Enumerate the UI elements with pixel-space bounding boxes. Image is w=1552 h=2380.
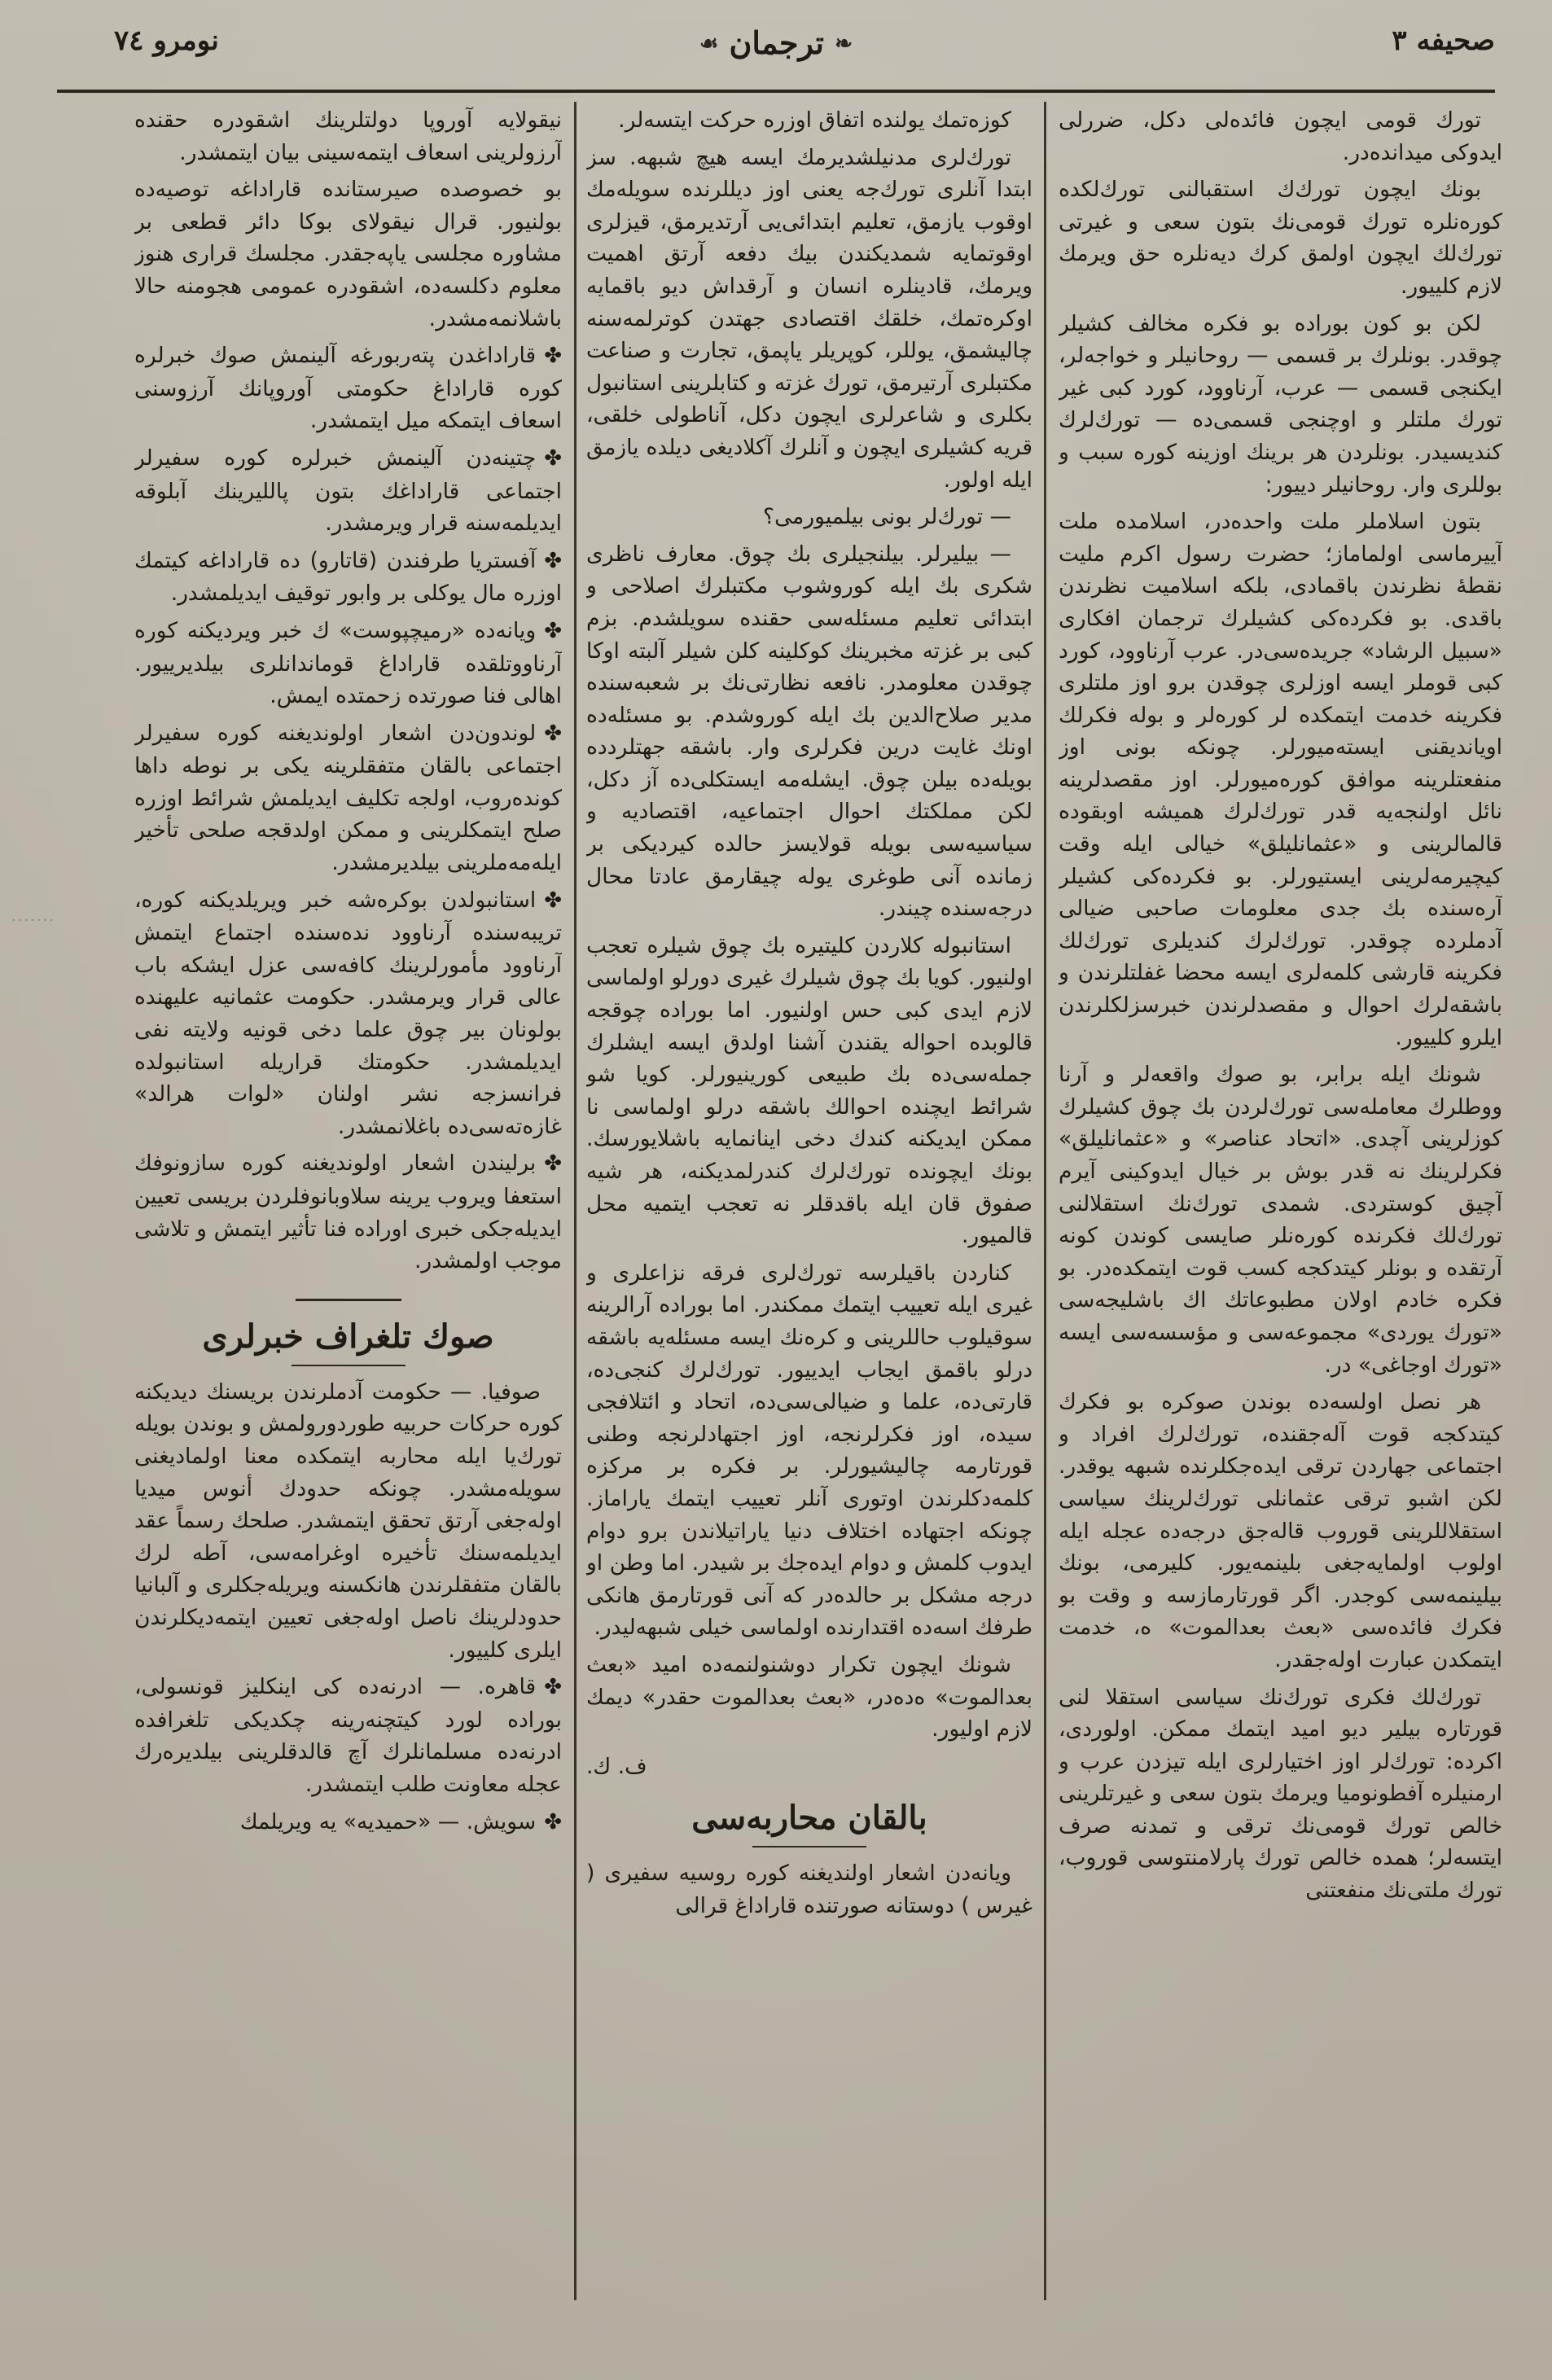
article-paragraph: هر نصل اولسه‌ده بوندن صوكره بو فكرك كیتدكجه قوت آلەجقنده، تورك‌لرك افراد و اجتماعی جهاردن ترقی ایدەجكلرنده شبهه یوقدر. لكن اشبو ترقی عثمانلی تورك‌لرینك سیاسی استقلاللرینی قوروب قالەجق درجه‌ده عجله ایله اولوب اولمایه‌جغی بلینمه‌یور. كلیرمی، بونك بیلینمه‌سی كوجدر. اگر قورتارمازسه و وقت بو فكرك فائده‌سی «بعث بعدالموت» ه، خدمت ایتمكدن عبارت اوله‌جقدر. <box>1059 1389 1502 1672</box>
header-rule <box>57 90 1495 93</box>
article-paragraph: تورك‌لری مدنیلشدیرمك ایسه هیچ شبهه. سز ابتدا آنلری تورك‌جه یعنی اوز دیللرنده سویله‌مك اوقوب یازمق، تعلیم ابتدائی‌یی آرتدیرمق، قیزلری اوقوتمایه شمدیكندن بیك دفعه آرتق اهمیت ویرمك، قادینلره انسان و آرقداش دیو باقمایه اوكرەتمك، خلقك اقتصادی جهتدن كوترلمه‌سنه چالیشمق، یوللر، كوپریلر یاپمق، تجارت و صناعت مكتبلری آرتیرمق، تورك غزته و كتابلرینی استانبول بكلری و شاعرلری ایچون دكل، آناطولی خلقی، قریه كشیلری ایچون و آنلرك آكلادیغی دیلده یازمق ایله اولور. <box>586 144 1032 493</box>
news-item-text: بو خصوصده صیرستانده قاراداغه توصیه‌ده بولنیور. قرال نیقولای بوكا دائر قطعی بر مشاوره مجلسی یاپه‌جقدر. مجلسك قراری هنوز معلوم دكلسه‌ده، اشقودره عمومی هجومنه حالا باشلانمه‌مشدر. <box>134 177 562 331</box>
news-item <box>134 545 562 610</box>
news-item <box>134 717 562 879</box>
scroll-ornament-icon: ❧ <box>835 32 853 56</box>
telegram-text: قاهره. — ادرنه‌ده كی اینكلیز قونسولی، بوراده لورد كیتچنەرینه چكدیكی تلغرافده ادرنه‌ده مسلمانلرك آچ قالدقلرینی بیلدیرەرك عجله معاونت طلب ایتمشدر. <box>134 1674 562 1797</box>
issue-number-label: نومرو ٧٤ <box>114 24 219 57</box>
news-item-text: استانبولدن بوكرەشه خبر ویریلدیكنه كوره، تریبه‌سنده آرناوود نده‌سنده اجتماع ایتمش آرناوود مأمورلرینك كافه‌سی عزل ایشكه باب عالی قرار ویرمشدر. حكومت عثمانیه علیهنده بولونان بیر چوق علما دخی قونیه ولایته نفی ایدیلمشدر. حكومتك قراریله استانبولده فرانسزجه نشر اولنان «لوات هرالد» غازه‌ته‌سی‌ده باغلانمشدر. <box>134 887 562 1139</box>
article-paragraph: تورك قومی ایچون فائده‌لی دكل، ضررلی ایدوكی میداندەدر. <box>1059 107 1502 165</box>
telegram-item <box>134 1671 562 1800</box>
flower-bullet-icon: ✤ <box>544 344 562 369</box>
article-paragraph: بتون اسلاملر ملت واحده‌در، اسلامده ملت آییرماسی اولماماز؛ حضرت رسول اكرم ملیت نقطه‌ٔ نظرندن باقمادی، بلكه اسلامیت نظرندن باقدی. بو فكرده‌كی كشیلرك ترجمان افكاری «سبیل الرشاد» جریده‌سی‌در. عرب آرناوود، كورد كبی قوملر ایسه اوزلری چوقدن برو اوز ملتلری فكرینه خدمت ایتمكده‌ لر كوره‌لر و بوله فكرلك اویاندیقنی ایستەمیورلر. چونكه بونی اوز منفعتلرینه موافق كوره‌میورلر. اوز مقصدلرینه نائل اولنجه‌یه قدر تورك‌لرك همیشه اوبقوده قالمالرینی و «عثمانلیلق» خیالی ایله وقت كیچیرمەلرینی ایستیورلر. بو فكرده‌كی كشیلر آره‌سنده بك جدی معلومات صاحبی ضیالی آدملرده چوقدر. تورك‌لرك كندیلری تورك‌لك فكرینه قارشی كلمەلری ایسه محضا غفلتلرندن و باشقه‌لرك احوال و مقصدلرندن خبرسزلكلرندن ایلرو كلیيور. <box>1059 509 1502 1050</box>
scroll-ornament-icon: ☙ <box>699 32 719 56</box>
flower-bullet-icon: ✤ <box>544 721 562 746</box>
column-middle <box>586 104 1032 2303</box>
news-item-text: چتینه‌دن آلینمش خبرلره كوره سفیرلر اجتماعی قاراداغك بتون پاللیرینك آبلوقه ایدیلمه‌سنه قرار ویرمشدر. <box>134 445 562 537</box>
news-item-text: لوندون‌دن اشعار اولوندیغنه كوره سفیرلر اجتماعی بالقان متفقلرینه یكی بر نوطه داها كوندەروب، اولجه تكلیف ایدیلمش شرائط اوزره صلح ایتمكلرینی و ممكن اولدقجه صلحی تأخیر ایلەمەملرینی بیلدیرمشدر. <box>134 720 562 876</box>
author-signature: ف. ك. <box>586 1753 647 1779</box>
margin-stain: ······· <box>11 912 56 929</box>
newspaper-title-text: ترجمان <box>729 24 825 61</box>
telegram-text: سویش. — «حمیدیه» یه ویریلمك <box>239 1808 537 1834</box>
flower-bullet-icon: ✤ <box>544 888 562 913</box>
newspaper-title <box>699 24 853 61</box>
news-item <box>134 884 562 1143</box>
news-item-text: آفستریا طرفندن (قاتارو) ده قاراداغه كیتمك اوزره مال یوكلی بر وابور توقیف ایدیلمشدر. <box>134 547 562 607</box>
section-heading: بالقان محاربه‌سی <box>691 1799 927 1838</box>
article-paragraph: كناردن باقیلرسه تورك‌لری فرقه نزاعلری و غیری ایله تعییب ایتمك ممكندر. اما بوراده آرالرینه سوقیلوب حاللرینی و كرەنك ایسه مسئله‌یه باشقه درلو باقمق ایجاب ایدییور. تورك‌لرك كنجی‌ده، قارتی‌ده، علما و ضیالی‌سی‌ده، اتحاد و ائتلافجی سیده، اوز فكرلرنجه، اوز اجتهادلرنجه وطنی قورتارمه چالیشیورلر. بر فكره بر مركزه كلمەدكلرندن اوتوری آنلر تعییب ایتمك یاراماز. چونكه اجتهاده اختلاف دنیا یاراتیلاندن برو دوام ایدوب كلمش و دوام ایدەجك بر شیدر. اما وطن او درجه مشكل بر حالده‌در كه آنی قورتارمق هانكی طرفك اسه‌ده اقتدارنده اولماسی خیلی شبهه‌لیدر. <box>586 1260 1032 1641</box>
flower-bullet-icon: ✤ <box>544 1675 562 1700</box>
flower-bullet-icon: ✤ <box>544 1809 562 1834</box>
news-item-text: قاراداغدن پتەربورغه آلینمش صوك خبرلره كوره قاراداغ حكومتی آوروپانك آرزوسنی اسعاف ایتمكه میل ایتمشدر. <box>134 343 562 434</box>
news-item <box>134 104 562 169</box>
news-item <box>134 615 562 712</box>
news-item <box>134 1147 562 1277</box>
article-paragraph: لكن بو كون بوراده بو فكره مخالف كشیلر چوقدر. بونلرك بر قسمی — روحانیلر و خواجەلر، ایكنجی قسمی — عرب، آرناوود، كورد كبی غیر تورك ملتلر و اوچنجی قسمی‌ده — تورك‌لرك كندیسیدر. بونلردن هر برینك اوزینه كوره سبب و بوللری وار. روحانیلر دییور: <box>1059 310 1502 497</box>
column-right <box>1059 104 1502 2303</box>
heading-underline <box>752 1846 866 1847</box>
article-paragraph: شونك ایله برابر، بو صوك واقعەلر و آرنا ووطلرك معامله‌سی تورك‌لردن بك چوق كشیلرك كوزلرینی آچدی. «اتحاد عناصر» و «عثمانلیلق» فكرلرینك نه قدر بوش بر خیال ایدوكینی آیرم آچیق كوستردی. شمدی تورك‌نك استقلالنی تورك‌لك فكرنده كوره‌نلر صایسی كوندن كونه آرتقده و بونلر كیتدكجه كسب قوت ایتمكده‌در. بو فكره خادم اولان مطبوعاتك اك باشلیجه‌سی «تورك یوردی» مجموعه‌سی و مؤسسه‌سی ایسه «تورك اوجاغی» در. <box>1059 1062 1502 1378</box>
telegram-item <box>134 1806 562 1839</box>
article-paragraph: ویانه‌دن اشعار اولندیغنه كوره روسیه سفیری ( غیرس ) دوستانه صورتنده قاراداغ قرالی <box>586 1861 1032 1918</box>
flower-bullet-icon: ✤ <box>544 618 562 643</box>
article-paragraph: — بیلیرلر. بیلنجیلری بك چوق. معارف ناظری شكری بك ایله كوروشوب مكتبلرك اصلاحی و ابتدائی تعلیم مسئله‌سی حقنده سویلشدم. بزم كبی بر غزته مخبرینك كوكلینه كلن شیلر آلبته او‌كا چوقدن معلومدر. نافعه نظارتی‌نك بر شعبه‌سنده مدیر صلاح‌الدین بك ایله كوروشدم. بو مسئله‌ده اونك غایت درین فكرلری وار. باشقه جهتلردده بویله‌ده بیلن چوق. ایشلەمه ایستكلی‌ده آز دكل، لكن مملكتك احوال اجتماعیه، اقتصادیه و سیاسیه‌سی بویله قولایسز حالده كیردیكی بر زمانده آنی طوغری یوله چیقارمق عادتا محال درجه‌سنده چیندر. <box>586 541 1032 922</box>
section-heading: صوك تلغراف خبرلری <box>202 1317 494 1356</box>
article-paragraph: استانبوله كلاردن كلیتیره بك چوق شیلره تعجب اولنیور. كویا بك چوق شیلرك غیری دورلو اولماسی لازم ایدی كبی حس اولنیور. اما بوراده چوقجه قالوبده احواله یقندن آشنا اولدق ایسه ایشلرك جمله‌سی‌ده بك طبیعی كورینیورلر. كویا شو شرائط ایچنده احوالك باشقه درلو اولماسی نا ممكن ایدیكنه كندك دخی اینانمایه باشلایورسك. بونك ایچونده تورك‌لرك كندرلمدیكنه، هر شیه صفوق قان ایله باقدقلر نه تعجب ایتمیه محل قالمیور. <box>586 932 1032 1249</box>
column-divider <box>1044 102 1046 2300</box>
flower-bullet-icon: ✤ <box>544 548 562 573</box>
news-item-text: برلیندن اشعار اولوندیغنه كوره سازونوفك استعفا ویروب یرینه سلاوبانوفلردن بریسی تعیین ایدیلەجكی خبری اوراده فنا تأثیر ایتمش و تلاشی موجب اولمشدر. <box>134 1151 562 1274</box>
page-number-label: صحيفه ٣ <box>1392 24 1495 57</box>
news-item <box>134 173 562 335</box>
dialogue-line: — تورك‌لر بونی بیلمیورمی؟ <box>763 504 1011 530</box>
page-header <box>57 16 1495 106</box>
flower-bullet-icon: ✤ <box>544 1151 562 1177</box>
article-paragraph: تورك‌لك فكری تورك‌نك سیاسی استقلا لنی قورتاره بیلیر دیو امید ایتمك ممكن. اولوردی، اكرده: تورك‌لر اوز اختیارلری ایله تیزدن عرب و ارمنیلره آفطونومیا ویرمك بتون سعی و غیرتلرینی خالص تورك قومی‌نك ترقی و تمدنه صرف ایتسەلر؛ همده خالص تورك پارلامنتوسی قوروب، تورك ملتی‌نك منفعتنی <box>1059 1684 1502 1904</box>
flower-bullet-icon: ✤ <box>544 445 562 471</box>
article-paragraph: شونك ایچون تكرار دوشنولنمه‌ده امید «بعث بعدالموت» ه‌ده‌در، «بعث بعدالموت حقدر» دیمك لازم اولیور. <box>586 1651 1032 1742</box>
section-separator <box>296 1299 401 1301</box>
news-item <box>134 340 562 437</box>
heading-underline <box>292 1365 406 1366</box>
telegram-item: صوفیا. — حكومت آدملرندن بریسنك دیدیكنه كوره حركات حربیه طوردورولمش و بوندن بویله تورك‌یا ایله محاربه ایتمكده معنا اولمادیغنی سویلەمشدر. چونكه حدودك أنوس میدیا اوله‌جغی آرتق تحقق ایتمشدر. صلحك رسماً عقد ایدیلمه‌سنك تأخیره اوغرامه‌سی، آطه لرك بالقان متفقلرندن هانكسنه ویریله‌جكلری و آلبانیا حدودلرینك ناصل اوله‌جغی تعیین ایتمەدیكلرندن ایلری كلیيور. <box>134 1378 562 1663</box>
article-paragraph: كوزه‌تمك یولنده اتفاق اوزره حركت ایتسەلر. <box>618 107 1011 133</box>
column-left <box>134 104 562 2303</box>
news-item-text: ویانه‌ده «رمیچپوست» ك خبر ویردیكنه كوره آرناووتلقده قاراداغ قوماندانلری بیلدیرییور. اهالی فنا صورتده زحمتده ایمش. <box>134 617 562 709</box>
news-item <box>134 442 562 540</box>
news-item-text: نیقولایه آوروپا دولتلرینك اشقودره حقنده آرزولرینی اسعاف ایتمه‌سینی بیان ایتمشدر. <box>134 107 562 165</box>
article-paragraph: بونك ایچون تورك‌ك استقبالنی تورك‌لكده كوره‌نلره تورك قومی‌نك بتون سعی و غیرتی تورك‌لك ایچون اولمق كرك دیەنلره حق ویرمك لازم كلیيور. <box>1059 177 1502 299</box>
column-divider <box>574 102 577 2300</box>
